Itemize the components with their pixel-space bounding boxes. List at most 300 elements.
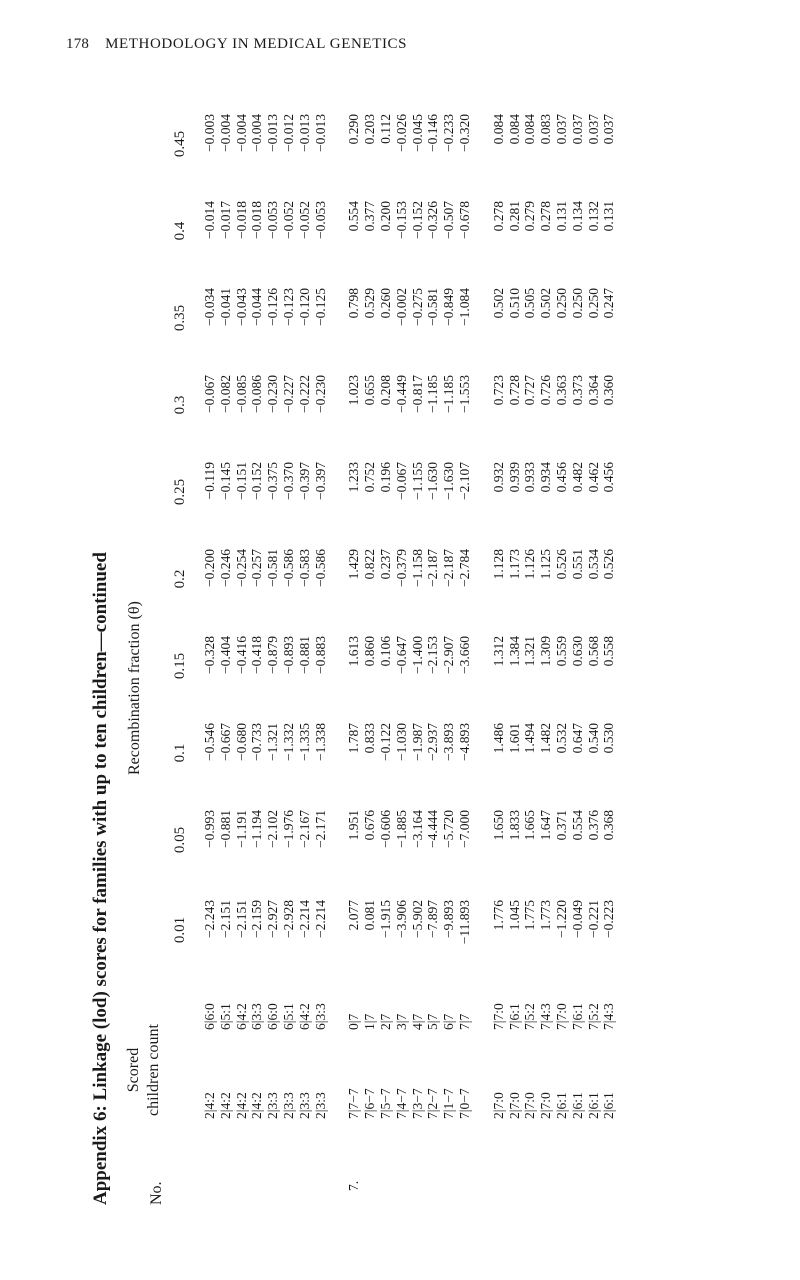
- lod-value: 0.676: [362, 810, 378, 841]
- lod-value: −0.993: [202, 810, 217, 848]
- lod-value: −1.338: [312, 723, 328, 761]
- lod-value: −0.449: [393, 375, 409, 413]
- lod-value: −0.223: [601, 900, 617, 938]
- lod-value: 0.278: [490, 201, 506, 232]
- lod-value: −0.004: [249, 114, 265, 152]
- scored-children: 7|1−7: [441, 1088, 457, 1119]
- lod-value: 0.723: [490, 375, 506, 406]
- lod-value: −2.907: [441, 636, 457, 674]
- lod-value: 0.131: [553, 201, 569, 232]
- lod-value: 0.037: [553, 114, 569, 145]
- column-headers: [172, 65, 192, 1205]
- lod-value: −0.246: [217, 549, 233, 587]
- table-row: [441, 65, 457, 1205]
- lod-value: 0.502: [538, 288, 554, 319]
- scored-children: 2|6:1: [601, 1092, 617, 1119]
- lod-value: −2.153: [425, 636, 441, 674]
- lod-value: 0.084: [506, 114, 522, 145]
- lod-value: −2.167: [296, 810, 312, 848]
- scored-children: 7|0−7: [456, 1088, 472, 1119]
- column-header: 0.01: [172, 916, 188, 944]
- lod-value: −1.185: [441, 375, 457, 413]
- lod-value: 1.665: [522, 810, 538, 841]
- lod-value: −0.879: [265, 636, 281, 674]
- scored-children: 2|7:0: [490, 1092, 506, 1119]
- child-count: 4|7: [409, 1013, 425, 1030]
- lod-value: 1.312: [490, 636, 506, 667]
- scored-children: 2|7:0: [522, 1092, 538, 1119]
- lod-value: −0.153: [393, 201, 409, 239]
- column-header: 0.15: [172, 652, 188, 680]
- header-scored-children: Scored children count: [125, 1024, 162, 1116]
- scored-children: 7|2−7: [425, 1088, 441, 1119]
- lod-value: −9.893: [441, 900, 457, 938]
- lod-value: 1.023: [346, 375, 362, 406]
- lod-value: 0.250: [553, 288, 569, 319]
- lod-value: 1.494: [522, 723, 538, 754]
- lod-value: −0.004: [217, 114, 233, 152]
- lod-value: 0.037: [585, 114, 601, 145]
- scored-children: 2|3:3: [265, 1092, 281, 1119]
- lod-value: 0.360: [601, 375, 617, 406]
- lod-value: −0.041: [217, 288, 233, 326]
- lod-value: −0.026: [393, 114, 409, 152]
- lod-value: 0.368: [601, 810, 617, 841]
- lod-value: −0.002: [393, 288, 409, 326]
- lod-value: −2.187: [441, 549, 457, 587]
- page-number: 178: [66, 36, 90, 52]
- lod-value: −0.052: [296, 201, 312, 239]
- lod-value: −0.082: [217, 375, 233, 413]
- lod-value: −0.013: [312, 114, 328, 152]
- lod-value: −0.328: [202, 636, 217, 674]
- table-row: [249, 65, 265, 1205]
- column-header: 0.05: [172, 826, 188, 854]
- lod-value: −0.678: [456, 201, 472, 239]
- lod-value: 0.134: [569, 201, 585, 232]
- lod-value: −1.400: [409, 636, 425, 674]
- lod-value: −1.885: [393, 810, 409, 848]
- lod-value: −0.230: [265, 375, 281, 413]
- lod-value: 1.776: [490, 900, 506, 931]
- lod-value: −4.893: [456, 723, 472, 761]
- lod-value: −2.159: [249, 900, 265, 938]
- rotated-table: [90, 65, 790, 1205]
- lod-value: 0.630: [569, 636, 585, 667]
- child-count: 6|5:1: [217, 1003, 233, 1030]
- lod-value: −0.034: [202, 288, 217, 326]
- lod-value: −2.243: [202, 900, 217, 938]
- table-row: [313, 65, 329, 1205]
- lod-value: 0.250: [569, 288, 585, 319]
- lod-value: 2.077: [346, 900, 362, 931]
- lod-value: −0.003: [202, 114, 217, 152]
- lod-value: −3.893: [441, 723, 457, 761]
- lod-value: −2.151: [233, 900, 249, 938]
- lod-value: −0.018: [249, 201, 265, 239]
- lod-value: −0.546: [202, 723, 217, 761]
- lod-value: −1.915: [377, 900, 393, 938]
- lod-value: 0.554: [346, 201, 362, 232]
- table-body: [202, 65, 617, 1205]
- lod-value: −1.321: [265, 723, 281, 761]
- lod-value: −0.086: [249, 375, 265, 413]
- lod-value: 0.371: [553, 810, 569, 841]
- scored-children: 2|7:0: [538, 1092, 554, 1119]
- lod-value: −0.680: [233, 723, 249, 761]
- scored-children: 2|4:2: [217, 1092, 233, 1119]
- lod-value: −1.630: [441, 462, 457, 500]
- lod-value: 0.540: [585, 723, 601, 754]
- lod-value: 1.951: [346, 810, 362, 841]
- child-count: 6|7: [441, 1013, 457, 1030]
- scored-children: 7|6−7: [362, 1088, 378, 1119]
- lod-value: −0.222: [296, 375, 312, 413]
- scored-children: 2|6:1: [553, 1092, 569, 1119]
- lod-value: −0.257: [249, 549, 265, 587]
- lod-value: −2.928: [280, 900, 296, 938]
- column-header: 0.25: [172, 478, 188, 506]
- scored-children: 2|3:3: [296, 1092, 312, 1119]
- column-header: 0.1: [172, 743, 188, 763]
- child-count: 6|6:0: [202, 1003, 217, 1030]
- lod-value: −0.014: [202, 201, 217, 239]
- lod-value: −1.155: [409, 462, 425, 500]
- lod-value: 0.568: [585, 636, 601, 667]
- scored-children: 7|3−7: [409, 1088, 425, 1119]
- lod-value: 0.200: [377, 201, 393, 232]
- table-row: [346, 65, 362, 1205]
- lod-value: −1.332: [280, 723, 296, 761]
- child-count: 7|7:0: [490, 1003, 506, 1030]
- lod-value: −0.881: [217, 810, 233, 848]
- lod-value: 0.526: [553, 549, 569, 580]
- table-row: [507, 65, 523, 1205]
- row-gap: [473, 65, 491, 1205]
- lod-value: −0.013: [296, 114, 312, 152]
- lod-value: −1.030: [393, 723, 409, 761]
- lod-value: 0.462: [585, 462, 601, 493]
- lod-value: −0.152: [409, 201, 425, 239]
- lod-value: −0.145: [217, 462, 233, 500]
- lod-value: 0.482: [569, 462, 585, 493]
- lod-value: 0.559: [553, 636, 569, 667]
- lod-value: −1.194: [249, 810, 265, 848]
- lod-value: 0.208: [377, 375, 393, 406]
- lod-value: −0.275: [409, 288, 425, 326]
- lod-value: −0.013: [265, 114, 281, 152]
- table-row: [538, 65, 554, 1205]
- child-count: 3|7: [393, 1013, 409, 1030]
- lod-value: −2.937: [425, 723, 441, 761]
- header-recombination-fraction: Recombination fraction (θ): [126, 601, 143, 775]
- lod-value: 1.787: [346, 723, 362, 754]
- lod-value: 1.773: [538, 900, 554, 931]
- lod-value: 0.532: [553, 723, 569, 754]
- table-row: [234, 65, 250, 1205]
- table-row: [570, 65, 586, 1205]
- scored-children: 2|6:1: [569, 1092, 585, 1119]
- lod-value: −0.733: [249, 723, 265, 761]
- lod-value: 1.321: [522, 636, 538, 667]
- lod-value: 1.482: [538, 723, 554, 754]
- lod-value: −0.418: [249, 636, 265, 674]
- column-header: 0.4: [172, 221, 188, 241]
- scored-children: 7|7−7: [346, 1088, 362, 1119]
- lod-value: −0.119: [202, 462, 217, 500]
- lod-value: −7.000: [456, 810, 472, 848]
- lod-value: 0.558: [601, 636, 617, 667]
- lod-value: 0.933: [522, 462, 538, 493]
- column-header: 0.35: [172, 304, 188, 332]
- lod-value: 0.798: [346, 288, 362, 319]
- table-row: [554, 65, 570, 1205]
- table-row: [601, 65, 617, 1205]
- lod-value: −0.221: [585, 900, 601, 938]
- child-count: 7|7: [456, 1013, 472, 1030]
- lod-value: −0.018: [233, 201, 249, 239]
- lod-value: 1.601: [506, 723, 522, 754]
- lod-value: −0.326: [425, 201, 441, 239]
- lod-value: −0.404: [217, 636, 233, 674]
- lod-value: −0.379: [393, 549, 409, 587]
- lod-value: −1.335: [296, 723, 312, 761]
- child-count: 5|7: [425, 1013, 441, 1030]
- table-row: [410, 65, 426, 1205]
- table-row: [378, 65, 394, 1205]
- lod-value: 0.934: [538, 462, 554, 493]
- running-title: METHODOLOGY IN MEDICAL GENETICS: [105, 36, 408, 52]
- lod-value: −0.883: [312, 636, 328, 674]
- lod-value: 0.132: [585, 201, 601, 232]
- lod-value: 0.728: [506, 375, 522, 406]
- lod-value: 1.613: [346, 636, 362, 667]
- lod-value: 0.290: [346, 114, 362, 145]
- scored-children: 2|3:3: [280, 1092, 296, 1119]
- table-row: [362, 65, 378, 1205]
- lod-value: −0.817: [409, 375, 425, 413]
- lod-value: −5.720: [441, 810, 457, 848]
- child-count: 6|4:2: [233, 1003, 249, 1030]
- lod-value: −0.151: [233, 462, 249, 500]
- child-count: 6|3:3: [312, 1003, 328, 1030]
- header-no: No.: [148, 1181, 165, 1205]
- lod-value: −0.320: [456, 114, 472, 152]
- lod-value: −0.230: [312, 375, 328, 413]
- lod-value: −0.233: [441, 114, 457, 152]
- table-row: [218, 65, 234, 1205]
- scored-children: 2|7:0: [506, 1092, 522, 1119]
- lod-value: 0.281: [506, 201, 522, 232]
- table-row: [394, 65, 410, 1205]
- lod-value: 0.530: [601, 723, 617, 754]
- lod-value: 1.125: [538, 549, 554, 580]
- lod-value: −1.630: [425, 462, 441, 500]
- lod-value: 1.650: [490, 810, 506, 841]
- column-header: 0.3: [172, 395, 188, 415]
- lod-value: −0.125: [312, 288, 328, 326]
- lod-value: 0.373: [569, 375, 585, 406]
- lod-value: −0.122: [377, 723, 393, 761]
- lod-value: 0.647: [569, 723, 585, 754]
- lod-value: 1.128: [490, 549, 506, 580]
- lod-value: −0.606: [377, 810, 393, 848]
- scored-children: 2|4:2: [202, 1092, 217, 1119]
- lod-value: −0.586: [312, 549, 328, 587]
- lod-value: −0.200: [202, 549, 217, 587]
- lod-value: −0.085: [233, 375, 249, 413]
- lod-value: −0.375: [265, 462, 281, 500]
- lod-value: 0.106: [377, 636, 393, 667]
- lod-value: 0.363: [553, 375, 569, 406]
- lod-value: −0.507: [441, 201, 457, 239]
- lod-value: −0.053: [265, 201, 281, 239]
- child-count: 6|6:0: [265, 1003, 281, 1030]
- lod-value: −3.660: [456, 636, 472, 674]
- lod-value: −0.881: [296, 636, 312, 674]
- lod-value: −0.123: [280, 288, 296, 326]
- lod-value: 0.260: [377, 288, 393, 319]
- lod-value: −0.067: [202, 375, 217, 413]
- scored-children: 2|4:2: [249, 1092, 265, 1119]
- lod-value: −1.987: [409, 723, 425, 761]
- lod-value: −0.004: [233, 114, 249, 152]
- lod-value: −2.151: [217, 900, 233, 938]
- lod-value: 0.037: [601, 114, 617, 145]
- lod-value: 0.376: [585, 810, 601, 841]
- lod-value: −2.214: [312, 900, 328, 938]
- table-row: [202, 65, 218, 1205]
- lod-value: −5.902: [409, 900, 425, 938]
- lod-value: −1.185: [425, 375, 441, 413]
- lod-value: −0.049: [569, 900, 585, 938]
- child-count: 2|7: [377, 1013, 393, 1030]
- lod-value: 0.364: [585, 375, 601, 406]
- column-header: 0.45: [172, 130, 188, 158]
- table-row: [457, 65, 473, 1205]
- lod-value: 0.456: [601, 462, 617, 493]
- lod-value: −0.017: [217, 201, 233, 239]
- lod-value: −2.102: [265, 810, 281, 848]
- lod-value: −1.191: [233, 810, 249, 848]
- table-row: [425, 65, 441, 1205]
- lod-value: −1.976: [280, 810, 296, 848]
- lod-value: −0.370: [280, 462, 296, 500]
- table-row: [265, 65, 281, 1205]
- lod-value: 1.045: [506, 900, 522, 931]
- lod-value: 0.655: [362, 375, 378, 406]
- lod-value: −7.897: [425, 900, 441, 938]
- lod-value: −0.146: [425, 114, 441, 152]
- lod-value: −0.849: [441, 288, 457, 326]
- lod-value: 0.456: [553, 462, 569, 493]
- lod-value: −0.052: [280, 201, 296, 239]
- scored-children: 2|3:3: [312, 1092, 328, 1119]
- lod-value: −0.254: [233, 549, 249, 587]
- lod-value: 0.833: [362, 723, 378, 754]
- lod-value: 1.429: [346, 549, 362, 580]
- lod-value: 0.237: [377, 549, 393, 580]
- child-count: 7|7:0: [553, 1003, 569, 1030]
- lod-value: −0.045: [409, 114, 425, 152]
- lod-value: −0.012: [280, 114, 296, 152]
- lod-value: 1.833: [506, 810, 522, 841]
- lod-value: 0.377: [362, 201, 378, 232]
- lod-value: 1.233: [346, 462, 362, 493]
- lod-value: −0.397: [296, 462, 312, 500]
- child-count: 7|6:1: [506, 1003, 522, 1030]
- lod-value: −0.416: [233, 636, 249, 674]
- child-count: 7|5:2: [522, 1003, 538, 1030]
- lod-value: −0.043: [233, 288, 249, 326]
- lod-value: −1.158: [409, 549, 425, 587]
- table-row: [522, 65, 538, 1205]
- child-count: 7|6:1: [569, 1003, 585, 1030]
- lod-value: 0.081: [362, 900, 378, 931]
- lod-value: 0.510: [506, 288, 522, 319]
- lod-value: 1.486: [490, 723, 506, 754]
- column-header: 0.2: [172, 569, 188, 589]
- scored-children: 2|6:1: [585, 1092, 601, 1119]
- child-count: 0|7: [346, 1013, 362, 1030]
- lod-value: −2.214: [296, 900, 312, 938]
- lod-value: 0.247: [601, 288, 617, 319]
- lod-value: 0.112: [377, 114, 393, 144]
- lod-value: −0.583: [296, 549, 312, 587]
- child-count: 6|5:1: [280, 1003, 296, 1030]
- scored-children: 2|4:2: [233, 1092, 249, 1119]
- row-number: 7.: [346, 1180, 362, 1191]
- lod-value: 0.250: [585, 288, 601, 319]
- lod-value: 0.752: [362, 462, 378, 493]
- running-head: [66, 36, 407, 53]
- lod-value: −0.126: [265, 288, 281, 326]
- lod-value: −0.120: [296, 288, 312, 326]
- lod-value: 1.173: [506, 549, 522, 580]
- child-count: 1|7: [362, 1013, 378, 1030]
- lod-value: −3.906: [393, 900, 409, 938]
- child-count: 7|5:2: [585, 1003, 601, 1030]
- lod-value: 0.554: [569, 810, 585, 841]
- lod-value: 1.384: [506, 636, 522, 667]
- lod-value: −1.084: [456, 288, 472, 326]
- child-count: 6|3:3: [249, 1003, 265, 1030]
- lod-value: 0.726: [538, 375, 554, 406]
- lod-value: 0.505: [522, 288, 538, 319]
- lod-value: −0.227: [280, 375, 296, 413]
- table-row: [297, 65, 313, 1205]
- child-count: 7|4:3: [601, 1003, 617, 1030]
- lod-value: 0.502: [490, 288, 506, 319]
- lod-value: −2.107: [456, 462, 472, 500]
- lod-value: 0.037: [569, 114, 585, 145]
- lod-value: 0.278: [538, 201, 554, 232]
- lod-value: −0.397: [312, 462, 328, 500]
- lod-value: −0.067: [393, 462, 409, 500]
- scored-children: 7|4−7: [393, 1088, 409, 1119]
- table-row: [281, 65, 297, 1205]
- lod-value: 0.860: [362, 636, 378, 667]
- lod-value: 1.775: [522, 900, 538, 931]
- lod-value: −0.152: [249, 462, 265, 500]
- child-count: 7|4:3: [538, 1003, 554, 1030]
- lod-value: −0.667: [217, 723, 233, 761]
- lod-value: −4.444: [425, 810, 441, 848]
- lod-value: 1.126: [522, 549, 538, 580]
- lod-value: −0.893: [280, 636, 296, 674]
- lod-value: −2.171: [312, 810, 328, 848]
- lod-value: 0.279: [522, 201, 538, 232]
